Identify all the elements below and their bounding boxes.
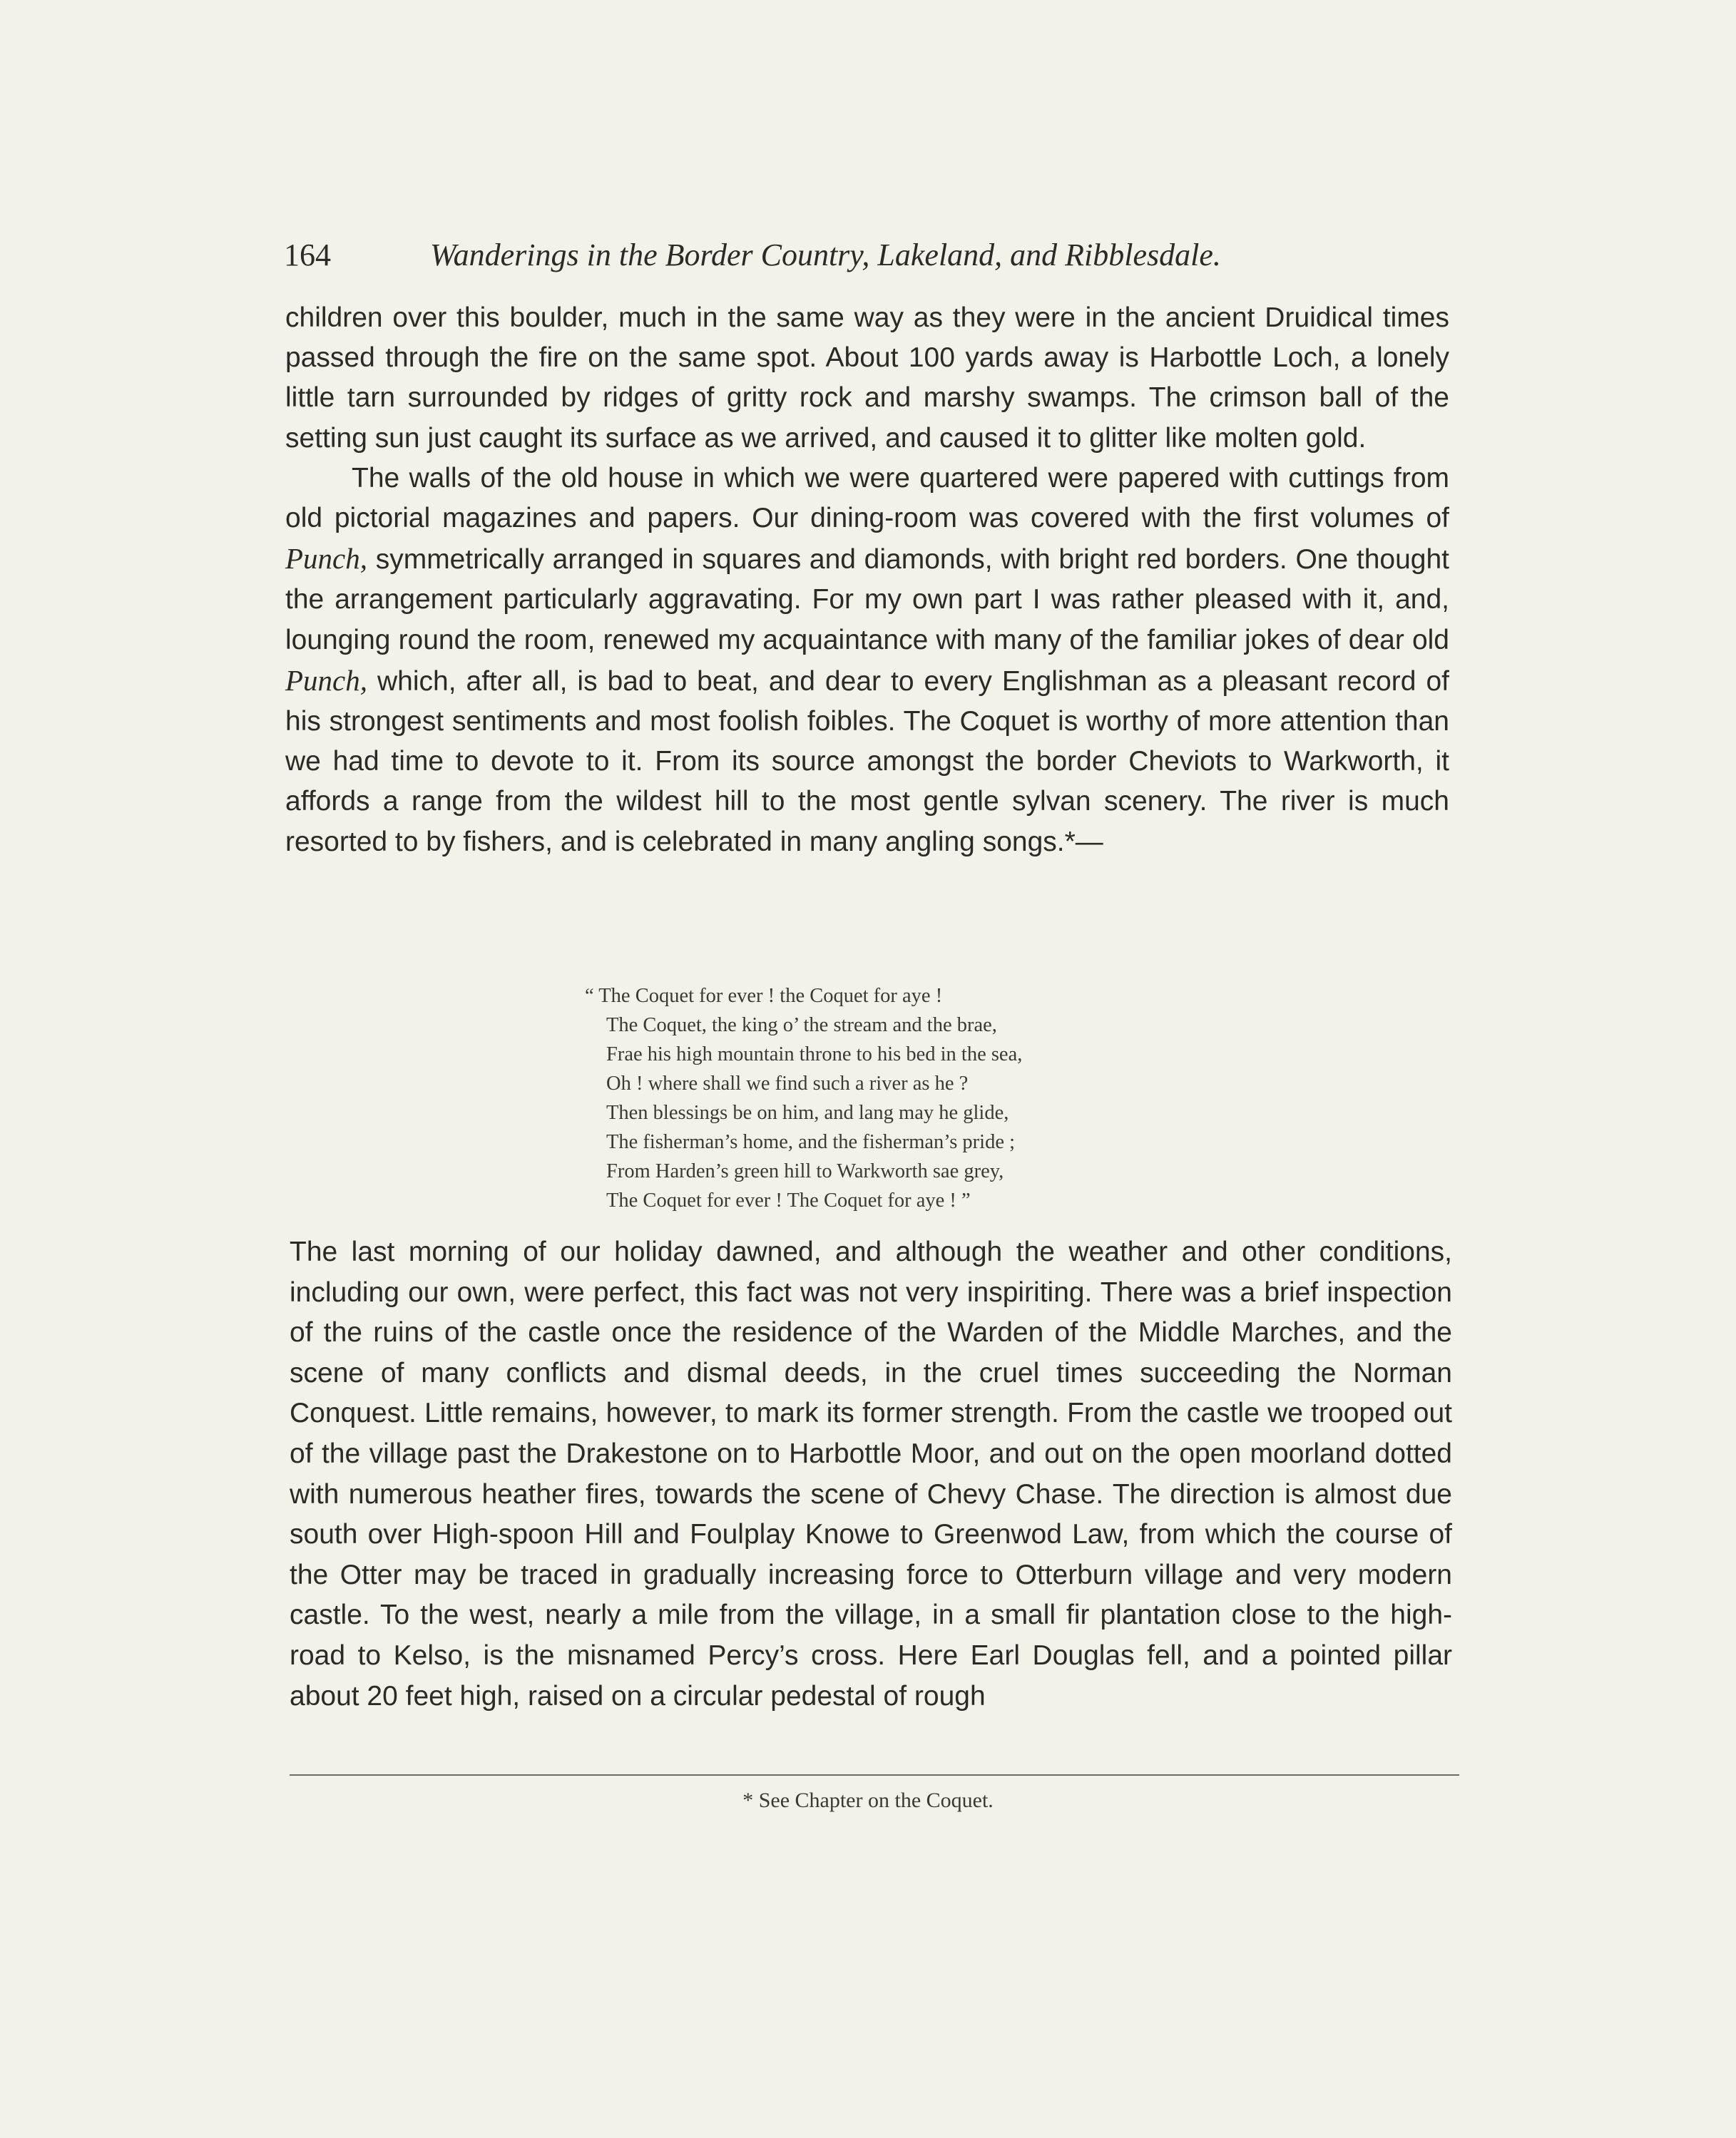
verse-line: “ The Coquet for ever ! the Coquet for aye ! [585,985,943,1007]
running-head [284,237,1311,280]
page-number: 164 [284,237,331,272]
paragraph-1: children over this boulder, much in the same way as they were in the ancient Druidical times passed through the fire on the same spot. About 100 yards away is Harbottle Loch, a lonely little tarn surrounded by ridges of gritty rock and marshy swamps. The crimson ball of the setting sun just caught its surface as we arrived, and caused it to glitter like molten gold. [285,302,1449,454]
verse-line: The Coquet, the king o’ the stream and the brae, [606,1014,997,1036]
verse-line: Frae his high mountain throne to his bed in the sea, [606,1043,1023,1065]
verse-quotation [585,981,1170,1215]
punch-title-1: Punch, [285,542,367,576]
verse-line: The fisherman’s home, and the fisherman’s pride ; [606,1131,1016,1153]
footnote-divider [290,1774,1459,1776]
verse-line: Oh ! where shall we find such a river as he ? [606,1073,969,1095]
body-text [285,298,1449,862]
paragraph-2-part-1: The walls of the old house in which we were quartered were papered with cuttings from old pictorial magazines and papers. Our dining-room was covered with the first volumes of [285,462,1449,534]
footnote: * See Chapter on the Coquet. [742,1789,994,1812]
paragraph-2 [285,459,1449,862]
verse-line: Then blessings be on him, and lang may he glide, [606,1102,1009,1124]
verse-line: The Coquet for ever ! The Coquet for aye ! ” [606,1190,971,1212]
verse-line: From Harden’s green hill to Warkworth sae grey, [606,1160,1004,1182]
paragraph-2-part-2: symmetrically arranged in squares and diamonds, with bright red borders. One thought the arrangement particularly aggravating. For my own part I was rather pleased with it, and, lounging round the room, renewed my acquaintance with many of the familiar jokes of dear old [285,544,1449,655]
body-text-continued [290,1232,1452,1717]
paragraph-2-part-3: which, after all, is bad to beat, and dear to every Englishman as a pleasant record of his strongest sentiments and most foolish foibles. The Coquet is worthy of more attention than we had time to devote to it. From its source amongst the border Cheviots to Warkworth, it affords a range from the wildest hill to the most gentle sylvan scenery. The river is much resorted to by fishers, and is celebrated in many angling songs.*— [285,665,1449,857]
punch-title-2: Punch, [285,663,367,697]
paragraph-3: The last morning of our holiday dawned, and although the weather and other conditions, including our own, were perfect, this fact was not very inspiriting. There was a brief inspection of the ruins of the castle once the residence of the Warden of the Middle Marches, and the scene of many conflicts and dismal deeds, in the cruel times succeeding the Norman Conquest. Little remains, however, to mark its former strength. From the castle we trooped out of the village past the Drakestone on to Harbottle Moor, and out on the open moorland dotted with numerous heather fires, towards the scene of Chevy Chase. The direction is almost due south over High-spoon Hill and Foulplay Knowe to Greenwod Law, from which the course of the Otter may be traced in gradually increasing force to Otterburn village and very modern castle. To the west, nearly a mile from the village, in a small fir plantation close to the high-road to Kelso, is the misnamed Percy’s cross. Here Earl Douglas fell, and a pointed pillar about 20 feet high, raised on a circular pedestal of rough [290,1237,1452,1712]
running-title: Wanderings in the Border Country, Lakeland, and Ribblesdale. [430,237,1221,272]
